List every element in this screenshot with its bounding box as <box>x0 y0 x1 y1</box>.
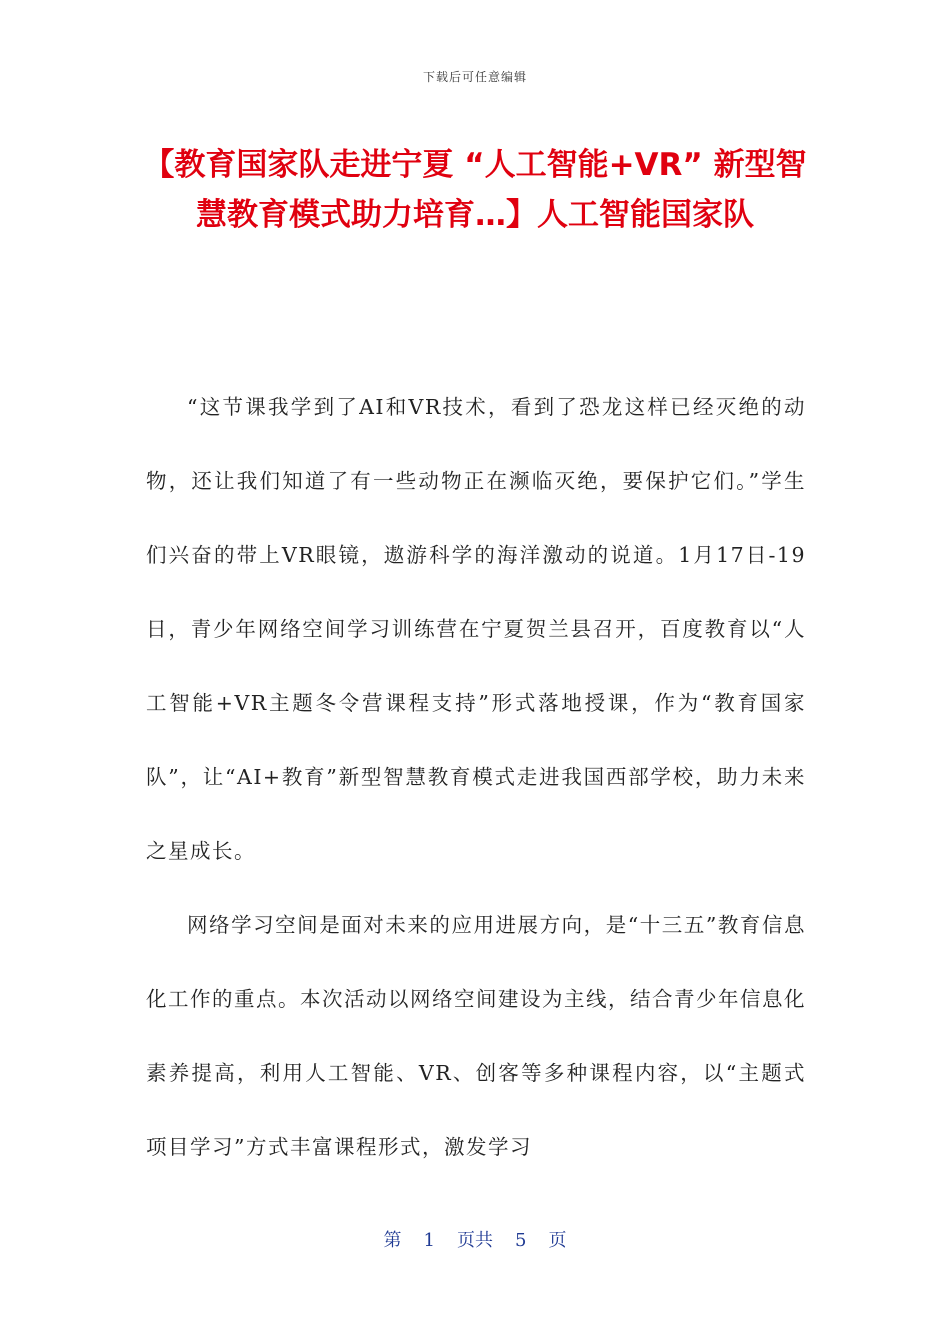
document-title: 【教育国家队走进宁夏 “人工智能+VR” 新型智慧教育模式助力培育…】人工智能国家队 <box>143 147 807 233</box>
total-pages: 5 <box>515 1230 527 1251</box>
page-suffix: 页 <box>548 1230 567 1251</box>
page-number: 1 <box>423 1230 435 1251</box>
document-body <box>146 370 806 1184</box>
page-mid: 页共 <box>457 1230 493 1251</box>
paragraph: “这节课我学到了AI和VR技术，看到了恐龙这样已经灭绝的动物，还让我们知道了有一些动物正在濒临灭绝，要保护它们。”学生们兴奋的带上VR眼镜，遨游科学的海洋激动的说道。1月17日-19日，青少年网络空间学习训练营在宁夏贺兰县召开，百度教育以“人工智能+VR主题冬令营课程支持”形式落地授课，作为“教育国家队”，让“AI+教育”新型智慧教育模式走进我国西部学校，助力未来之星成长。 <box>146 395 806 863</box>
page-prefix: 第 <box>383 1230 402 1251</box>
paragraph: 网络学习空间是面对未来的应用进展方向，是“十三五”教育信息化工作的重点。本次活动以网络空间建设为主线，结合青少年信息化素养提高，利用人工智能、VR、创客等多种课程内容，以“主题式项目学习”方式丰富课程形式，激发学习 <box>146 913 806 1159</box>
page-footer <box>0 1226 950 1252</box>
header-note: 下载后可任意编辑 <box>422 70 527 84</box>
